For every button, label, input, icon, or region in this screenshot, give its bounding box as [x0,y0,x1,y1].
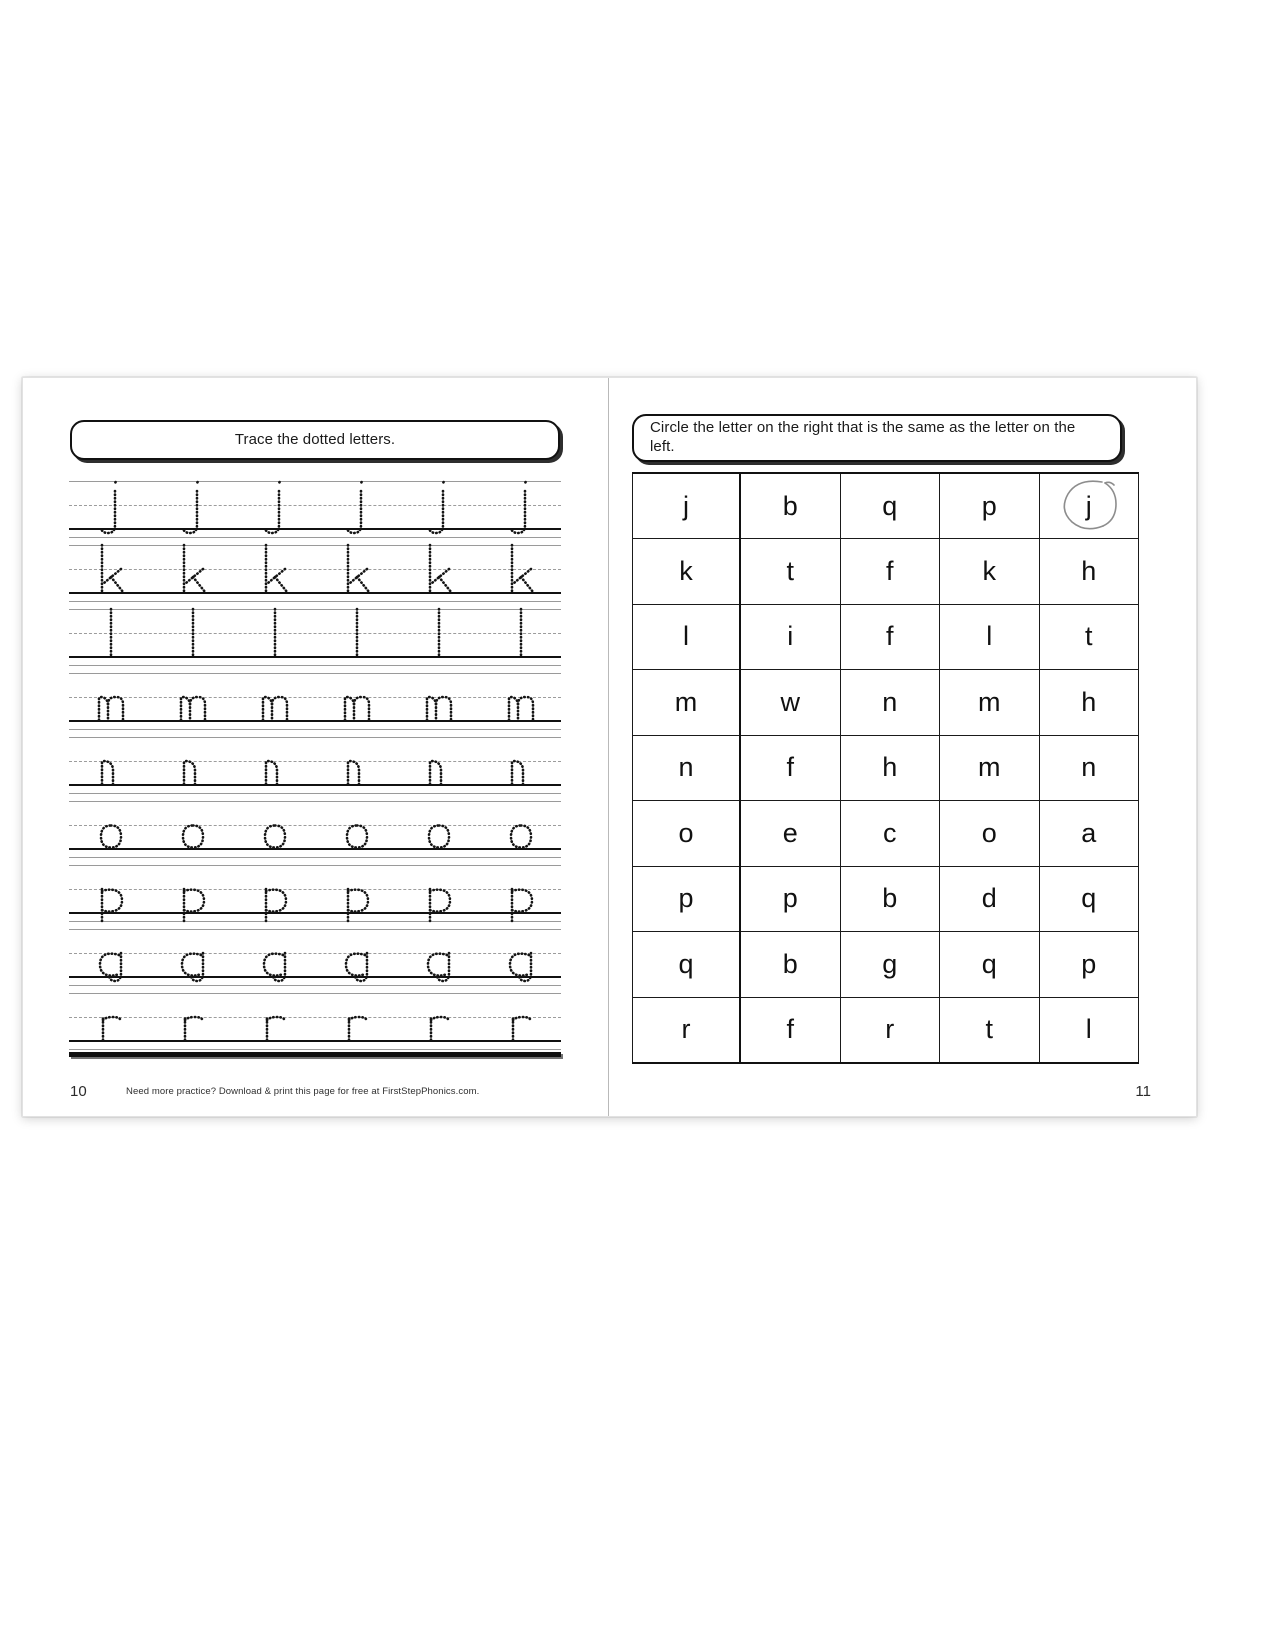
option-letter[interactable]: t [1039,604,1139,670]
trace-glyph-cell[interactable] [315,987,397,1051]
table-row [633,670,1139,736]
option-letter[interactable]: f [840,539,940,605]
table-row [633,932,1139,998]
pencil-circle-icon [1058,476,1120,532]
dotted-letter-l-icon [413,603,465,667]
dotted-letter-n-icon [167,731,219,795]
trace-glyph-cell[interactable] [151,667,233,731]
dotted-letter-p-icon [495,859,547,923]
page-number-right: 11 [1135,1083,1151,1100]
dotted-letter-m-icon [249,667,301,731]
trace-glyph-cell[interactable] [397,603,479,667]
dotted-letter-l-icon [167,603,219,667]
dotted-letter-r-icon [249,987,301,1051]
trace-glyph-cell[interactable] [315,859,397,923]
option-letter[interactable]: p [1039,932,1139,998]
dotted-letter-o-icon [331,795,383,859]
option-letter[interactable]: b [740,932,840,998]
option-letter[interactable]: h [1039,670,1139,736]
page-number-left: 10 [70,1083,87,1100]
trace-glyph-cell[interactable] [151,603,233,667]
trace-glyph-cell[interactable] [233,475,315,539]
prompt-letter: n [633,735,741,801]
dotted-letter-o-icon [167,795,219,859]
option-letter[interactable]: m [940,670,1040,736]
dotted-letter-p-icon [249,859,301,923]
trace-glyph-cell[interactable] [233,539,315,603]
trace-glyph-cell[interactable] [151,923,233,987]
trace-glyph-cell[interactable] [69,795,151,859]
option-letter[interactable]: k [940,539,1040,605]
trace-glyph-cell[interactable] [151,859,233,923]
instruction-text-left: Trace the dotted letters. [234,430,396,448]
dotted-letter-k-icon [85,539,137,603]
glyph-track [69,539,561,603]
trace-glyph-cell[interactable] [397,667,479,731]
dotted-letter-n-icon [413,731,465,795]
trace-glyph-cell[interactable] [315,731,397,795]
glyph-track [69,987,561,1051]
glyph-track [69,475,561,539]
dotted-letter-j-icon [85,475,137,539]
option-letter[interactable]: q [940,932,1040,998]
trace-glyph-cell[interactable] [479,667,561,731]
option-letter[interactable]: p [940,473,1040,539]
trace-glyph-cell[interactable] [69,987,151,1051]
trace-row-l [69,603,561,667]
trace-glyph-cell[interactable] [151,987,233,1051]
dotted-letter-m-icon [85,667,137,731]
dotted-letter-n-icon [249,731,301,795]
option-letter[interactable]: w [740,670,840,736]
trace-glyph-cell[interactable] [479,859,561,923]
option-letter[interactable]: h [840,735,940,801]
trace-glyph-cell[interactable] [397,539,479,603]
trace-glyph-cell[interactable] [397,795,479,859]
trace-glyph-cell[interactable] [397,859,479,923]
trace-row-j [69,475,561,539]
dotted-letter-j-icon [167,475,219,539]
book-spread [22,377,1197,1117]
option-letter[interactable] [1039,473,1139,539]
trace-glyph-cell[interactable] [69,539,151,603]
trace-glyph-cell[interactable] [479,923,561,987]
glyph-track [69,795,561,859]
glyph-track [69,603,561,667]
dotted-letter-l-icon [249,603,301,667]
trace-bottom-rule [69,1052,561,1057]
trace-glyph-cell[interactable] [315,923,397,987]
trace-row-m [69,667,561,731]
dotted-letter-q-icon [85,923,137,987]
dotted-letter-q-icon [167,923,219,987]
dotted-letter-l-icon [85,603,137,667]
dotted-letter-n-icon [331,731,383,795]
table-row [633,866,1139,932]
option-letter[interactable]: t [740,539,840,605]
trace-glyph-cell[interactable] [233,923,315,987]
trace-glyph-cell[interactable] [69,731,151,795]
dotted-letter-l-icon [331,603,383,667]
dotted-letter-m-icon [413,667,465,731]
dotted-letter-r-icon [85,987,137,1051]
letter-matching-body [633,473,1139,1063]
dotted-letter-q-icon [331,923,383,987]
table-row [633,735,1139,801]
option-letter[interactable]: g [840,932,940,998]
prompt-letter: q [633,932,741,998]
dotted-letter-j-icon [413,475,465,539]
trace-glyph-cell[interactable] [69,923,151,987]
trace-glyph-cell[interactable] [397,731,479,795]
option-letter[interactable]: f [740,997,840,1063]
option-letter[interactable]: d [940,866,1040,932]
trace-row-n [69,731,561,795]
dotted-letter-n-icon [495,731,547,795]
trace-glyph-cell[interactable] [151,731,233,795]
option-letter[interactable]: i [740,604,840,670]
trace-glyph-cell[interactable] [233,603,315,667]
prompt-letter: r [633,997,741,1063]
trace-glyph-cell[interactable] [479,603,561,667]
option-letter[interactable]: l [940,604,1040,670]
dotted-letter-j-icon [249,475,301,539]
instruction-text-right: Circle the letter on the right that is the same as the letter on the left. [650,419,1076,455]
dotted-letter-k-icon [413,539,465,603]
trace-glyph-cell[interactable] [479,539,561,603]
dotted-letter-o-icon [249,795,301,859]
dotted-letter-o-icon [413,795,465,859]
trace-glyph-cell[interactable] [315,603,397,667]
trace-glyph-cell[interactable] [233,795,315,859]
dotted-letter-k-icon [331,539,383,603]
dotted-letter-m-icon [167,667,219,731]
option-letter[interactable]: o [940,801,1040,867]
trace-row-r [69,987,561,1051]
dotted-letter-o-icon [85,795,137,859]
trace-glyph-cell[interactable] [479,795,561,859]
option-letter[interactable]: a [1039,801,1139,867]
option-letter[interactable]: b [840,866,940,932]
trace-glyph-cell[interactable] [479,731,561,795]
prompt-letter: k [633,539,741,605]
table-row [633,801,1139,867]
tracing-rows [69,475,561,1051]
option-letter[interactable]: r [840,997,940,1063]
dotted-letter-r-icon [413,987,465,1051]
dotted-letter-p-icon [413,859,465,923]
dotted-letter-m-icon [331,667,383,731]
trace-glyph-cell[interactable] [397,475,479,539]
trace-glyph-cell[interactable] [69,667,151,731]
dotted-letter-o-icon [495,795,547,859]
glyph-track [69,859,561,923]
option-letter[interactable]: n [840,670,940,736]
trace-glyph-cell[interactable] [69,475,151,539]
dotted-letter-k-icon [495,539,547,603]
trace-glyph-cell[interactable] [315,795,397,859]
trace-row-p [69,859,561,923]
dotted-letter-k-icon [249,539,301,603]
trace-glyph-cell[interactable] [315,539,397,603]
option-letter[interactable]: b [740,473,840,539]
dotted-letter-q-icon [495,923,547,987]
option-letter[interactable]: p [740,866,840,932]
dotted-letter-r-icon [167,987,219,1051]
option-letter[interactable]: e [740,801,840,867]
dotted-letter-j-icon [495,475,547,539]
left-page [22,377,609,1117]
footer-note: Need more practice? Download & print this page for free at FirstStepPhonics.com. [126,1086,480,1097]
dotted-letter-r-icon [495,987,547,1051]
prompt-letter: j [633,473,741,539]
left-page-footer [22,1083,608,1103]
letter-matching-table [632,472,1139,1064]
instruction-banner-left [70,420,560,460]
trace-glyph-cell[interactable] [69,603,151,667]
option-letter[interactable]: l [1039,997,1139,1063]
prompt-letter: o [633,801,741,867]
option-letter[interactable]: c [840,801,940,867]
option-letter[interactable]: h [1039,539,1139,605]
option-letter[interactable]: q [840,473,940,539]
trace-glyph-cell[interactable] [151,539,233,603]
trace-glyph-cell[interactable] [69,859,151,923]
dotted-letter-p-icon [331,859,383,923]
trace-glyph-cell[interactable] [233,987,315,1051]
trace-glyph-cell[interactable] [233,667,315,731]
table-row [633,473,1139,539]
glyph-track [69,667,561,731]
trace-glyph-cell[interactable] [397,923,479,987]
trace-row-q [69,923,561,987]
dotted-letter-p-icon [167,859,219,923]
table-row [633,539,1139,605]
glyph-track [69,923,561,987]
dotted-letter-m-icon [495,667,547,731]
instruction-banner-right [632,414,1122,462]
glyph-track [69,731,561,795]
table-row [633,997,1139,1063]
dotted-letter-k-icon [167,539,219,603]
trace-glyph-cell[interactable] [397,987,479,1051]
trace-glyph-cell[interactable] [151,795,233,859]
dotted-letter-q-icon [249,923,301,987]
trace-glyph-cell[interactable] [315,475,397,539]
option-letter[interactable]: n [1039,735,1139,801]
right-page-footer [609,1083,1197,1103]
right-page [609,377,1197,1117]
dotted-letter-q-icon [413,923,465,987]
dotted-letter-l-icon [495,603,547,667]
prompt-letter: l [633,604,741,670]
trace-glyph-cell[interactable] [479,475,561,539]
trace-glyph-cell[interactable] [479,987,561,1051]
option-letter[interactable]: f [840,604,940,670]
option-letter[interactable]: t [940,997,1040,1063]
dotted-letter-p-icon [85,859,137,923]
dotted-letter-r-icon [331,987,383,1051]
trace-row-o [69,795,561,859]
trace-glyph-cell[interactable] [151,475,233,539]
option-letter[interactable]: m [940,735,1040,801]
dotted-letter-n-icon [85,731,137,795]
prompt-letter: p [633,866,741,932]
trace-glyph-cell[interactable] [233,731,315,795]
dotted-letter-j-icon [331,475,383,539]
circled-answer: j [1086,491,1092,522]
trace-row-k [69,539,561,603]
trace-glyph-cell[interactable] [233,859,315,923]
table-row [633,604,1139,670]
prompt-letter: m [633,670,741,736]
option-letter[interactable]: q [1039,866,1139,932]
option-letter[interactable]: f [740,735,840,801]
trace-glyph-cell[interactable] [315,667,397,731]
